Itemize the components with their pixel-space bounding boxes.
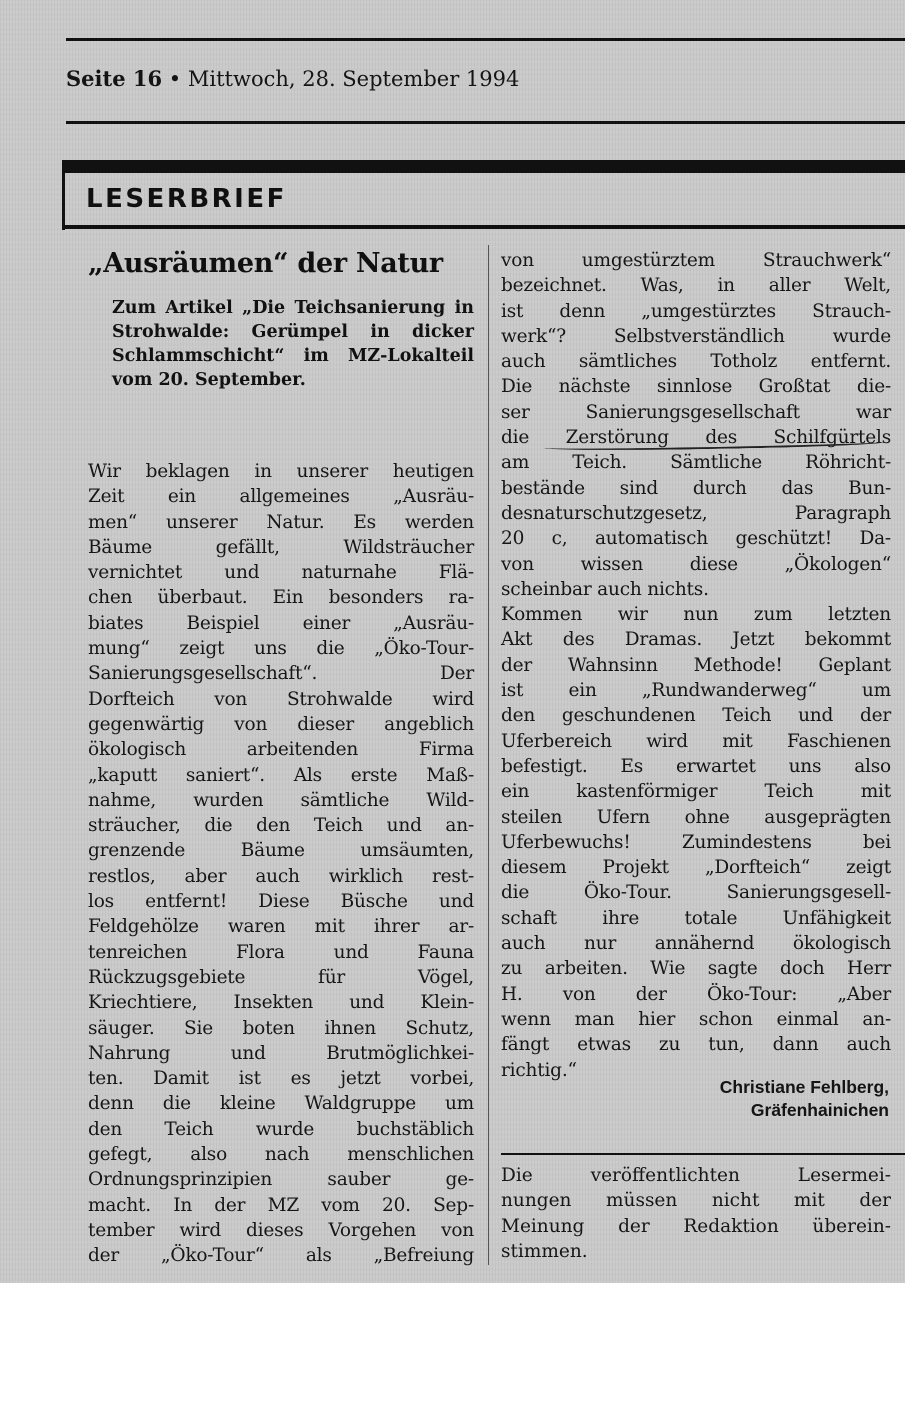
- text-line: ist ein „Rundwanderweg“ um: [501, 680, 891, 702]
- text-line: gefegt, also nach menschlichen: [88, 1144, 474, 1166]
- text-line: Uferbewuchs! Zumindestens bei: [501, 831, 891, 853]
- author-town: Gräfenhainichen: [750, 1100, 889, 1120]
- text-line: wenn man hier schon einmal an-: [501, 1008, 891, 1030]
- page-number: Seite 16: [66, 66, 163, 91]
- text-line: Dorfteich von Strohwalde wird: [88, 688, 474, 710]
- text-line: ist denn „umgestürztes Strauch-: [501, 300, 891, 322]
- disclaimer-rule: [501, 1153, 905, 1155]
- article-body-right-column: [501, 248, 891, 1083]
- text-line: den geschundenen Teich und der: [501, 705, 891, 727]
- text-line: Kommen wir nun zum letzten: [501, 604, 891, 626]
- text-line: sträucher, die den Teich und an-: [88, 815, 474, 837]
- text-line: nahme, wurden sämtliche Wild-: [88, 789, 474, 811]
- text-line: ten. Damit ist es jetzt vorbei,: [88, 1068, 474, 1090]
- text-line: Sanierungsgesellschaft“. Der: [88, 663, 474, 685]
- text-line: Meinung der Redaktion überein-: [501, 1215, 891, 1237]
- header-rule: [66, 121, 905, 124]
- text-line: Ordnungsprinzipien sauber ge-: [88, 1169, 474, 1191]
- text-line: 20 c, automatisch geschützt! Da-: [501, 528, 891, 550]
- text-line: Uferbereich wird mit Faschienen: [501, 730, 891, 752]
- text-line: grenzende Bäume umsäumten,: [88, 840, 474, 862]
- text-line: Bäume gefällt, Wildsträucher: [88, 536, 474, 558]
- text-line: stimmen.: [501, 1240, 588, 1262]
- text-line: tenreichen Flora und Fauna: [88, 941, 474, 963]
- text-line: auch nur annähernd ökologisch: [501, 933, 891, 955]
- column-divider: [488, 245, 489, 1265]
- text-line: der Wahnsinn Methode! Geplant: [501, 654, 891, 676]
- text-line: säuger. Sie boten ihnen Schutz,: [88, 1017, 474, 1039]
- text-line: scheinbar auch nichts.: [501, 578, 709, 600]
- text-line: chen überbaut. Ein besonders ra-: [88, 587, 474, 609]
- text-line: von wissen diese „Ökologen“: [501, 553, 891, 575]
- section-rule-thin: [62, 225, 905, 229]
- text-line: richtig.“: [501, 1059, 577, 1081]
- text-line: desnaturschutzgesetz, Paragraph: [501, 502, 891, 524]
- text-line: diesem Projekt „Dorfteich“ zeigt: [501, 857, 891, 879]
- text-line: Nahrung und Brutmöglichkei-: [88, 1042, 474, 1064]
- text-line: zu arbeiten. Wie sagte doch Herr: [501, 958, 891, 980]
- text-line: ser Sanierungsgesellschaft war: [501, 401, 891, 423]
- text-line: „kaputt saniert“. Als erste Maß-: [88, 764, 474, 786]
- text-line: der „Öko-Tour“ als „Befreiung: [88, 1245, 474, 1267]
- section-rule-thick: [62, 160, 905, 173]
- disclaimer: [501, 1163, 891, 1264]
- text-line: von umgestürztem Strauchwerk“: [501, 250, 891, 271]
- text-line: die Öko-Tour. Sanierungsgesell-: [501, 882, 891, 904]
- text-line: mung“ zeigt uns die „Öko-Tour-: [88, 638, 474, 660]
- text-line: nungen müssen nicht mit der: [501, 1190, 891, 1212]
- text-line: ökologisch arbeitenden Firma: [88, 739, 474, 761]
- top-rule: [66, 38, 905, 41]
- text-line: fängt etwas zu tun, dann auch: [501, 1034, 891, 1056]
- article-subtitle: Zum Artikel „Die Teichsanierung in Strohwalde: Gerümpel in dicker Schlammschicht“ im MZ-Lokalteil vom 20. September.: [112, 298, 474, 390]
- text-line: vernichtet und naturnahe Flä-: [88, 562, 474, 584]
- text-line: steilen Ufern ohne ausgeprägten: [501, 806, 891, 828]
- text-line: bezeichnet. Was, in aller Welt,: [501, 275, 891, 297]
- text-line: restlos, aber auch wirklich rest-: [88, 865, 474, 887]
- text-line: Kriechtiere, Insekten und Klein-: [88, 992, 474, 1014]
- text-line: auch sämtliches Totholz entfernt.: [501, 351, 891, 373]
- text-line: Feldgehölze waren mit ihrer ar-: [88, 916, 474, 938]
- text-line: ein kastenförmiger Teich mit: [501, 781, 891, 803]
- text-line: men“ unserer Natur. Es werden: [88, 511, 474, 533]
- text-line: Die nächste sinnlose Großtat die-: [501, 376, 891, 398]
- text-line: werk“? Selbstverständlich wurde: [501, 325, 891, 347]
- text-line: macht. In der MZ vom 20. Sep-: [88, 1194, 474, 1216]
- text-line: Die veröffentlichten Lesermei-: [501, 1165, 891, 1186]
- page-header: [66, 66, 519, 91]
- text-line: schaft ihre totale Unfähigkeit: [501, 907, 891, 929]
- text-line: los entfernt! Diese Büsche und: [88, 891, 474, 913]
- author-name: Christiane Fehlberg,: [719, 1077, 889, 1097]
- text-line: befestigt. Es erwartet uns also: [501, 755, 891, 777]
- text-line: Akt des Dramas. Jetzt bekommt: [501, 629, 891, 651]
- text-line: denn die kleine Waldgruppe um: [88, 1093, 474, 1115]
- text-line: Wir beklagen in unserer heutigen: [88, 461, 474, 482]
- text-line: am Teich. Sämtliche Röhricht-: [501, 452, 891, 474]
- text-line: biates Beispiel einer „Ausräu-: [88, 612, 474, 634]
- text-line: Zeit ein allgemeines „Ausräu-: [88, 486, 474, 508]
- section-label: LESERBRIEF: [86, 184, 287, 214]
- header-bullet: •: [168, 67, 182, 91]
- text-line: bestände sind durch das Bun-: [501, 477, 891, 499]
- issue-date: Mittwoch, 28. September 1994: [187, 67, 520, 91]
- text-line: gegenwärtig von dieser angeblich: [88, 713, 474, 735]
- article-body-left-column: [88, 459, 474, 1269]
- text-line: Rückzugsgebiete für Vögel,: [88, 966, 474, 988]
- text-line: H. von der Öko-Tour: „Aber: [501, 983, 891, 1005]
- text-line: tember wird dieses Vorgehen von: [88, 1219, 474, 1241]
- section-left-border: [62, 160, 65, 230]
- article-title: „Ausräumen“ der Natur: [88, 248, 443, 279]
- text-line: die Zerstörung des Schilfgürtels: [501, 427, 891, 449]
- text-line: den Teich wurde buchstäblich: [88, 1118, 474, 1140]
